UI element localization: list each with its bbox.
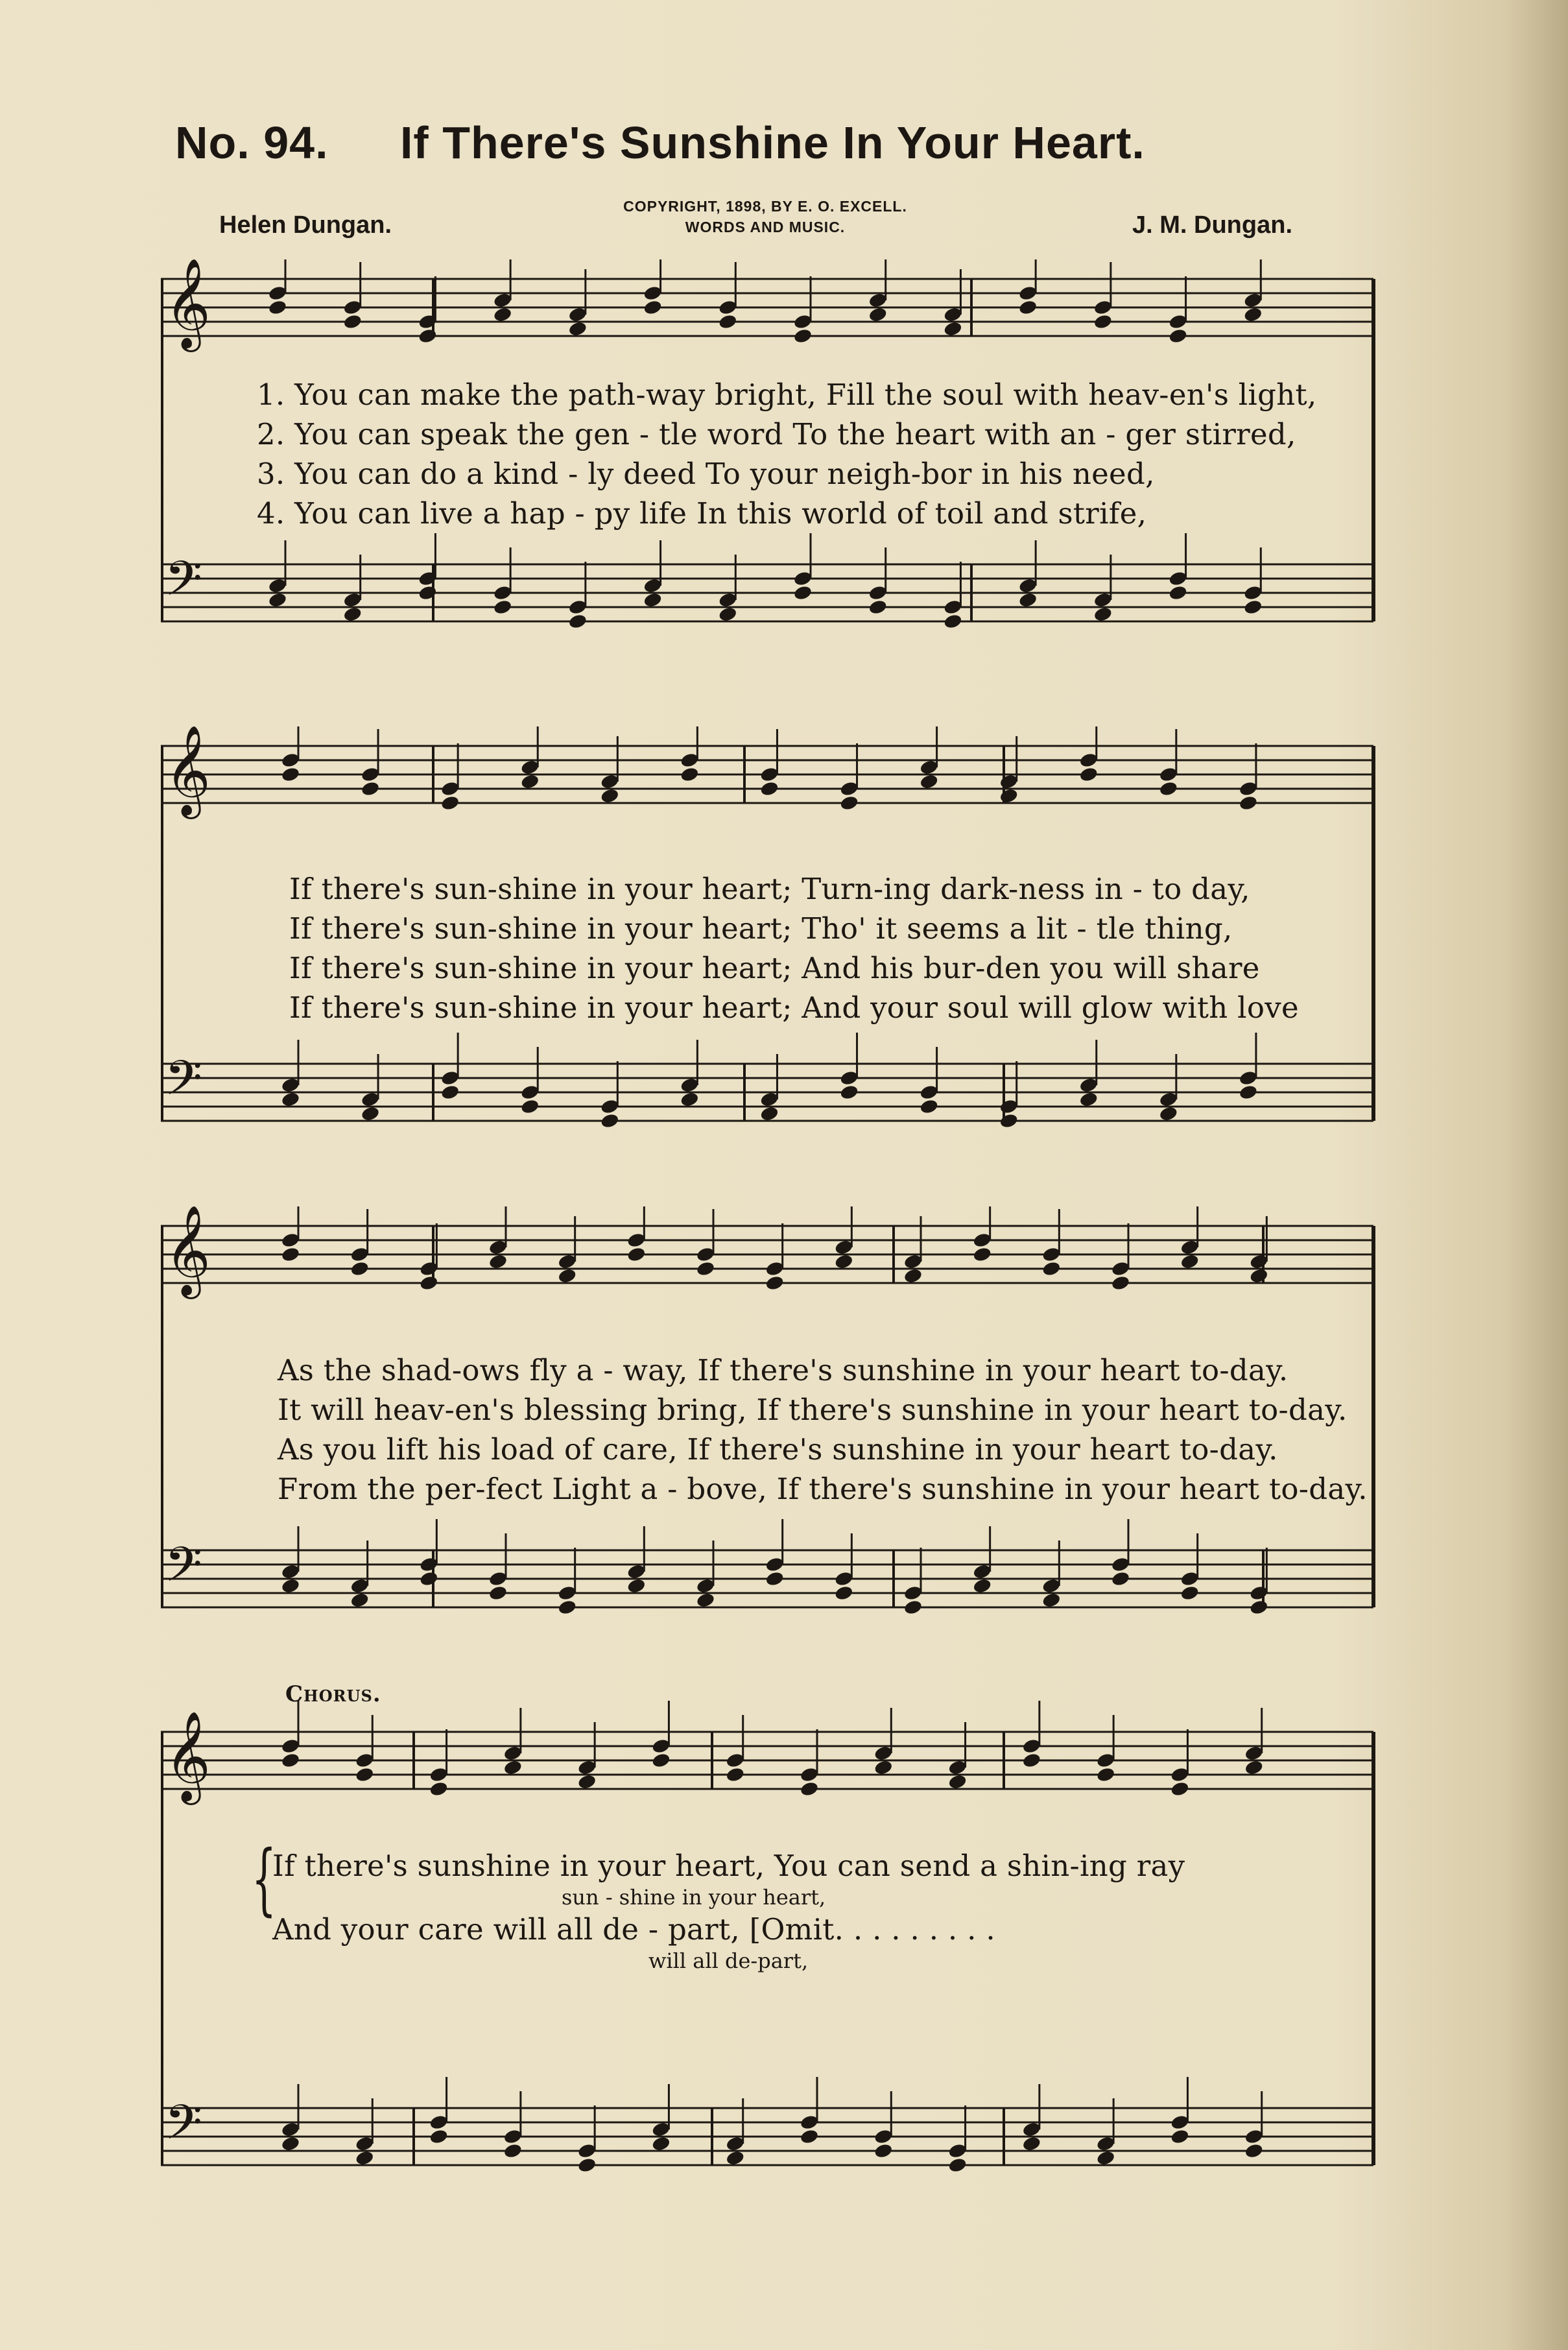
note-head — [1159, 780, 1179, 797]
note-head — [651, 1752, 671, 1769]
music-system-chorus — [161, 1699, 1380, 2296]
note-head — [947, 1773, 968, 1790]
note-head — [643, 299, 663, 316]
note-head — [1180, 1253, 1200, 1270]
note-head — [1249, 1267, 1269, 1284]
note-head — [1041, 1592, 1062, 1609]
note-head — [1170, 2128, 1190, 2145]
note-head — [834, 1585, 854, 1601]
lyric-verse-1: If there's sun-shine in your heart; Turn-ing dark-ness in - to day, — [289, 872, 1250, 906]
note-head — [1018, 592, 1038, 608]
note-head — [1243, 306, 1263, 323]
note-head — [680, 766, 700, 783]
note-head — [725, 1766, 745, 1783]
lyricist-credit: Helen Dungan. — [219, 211, 392, 239]
note-head — [919, 1098, 939, 1115]
note-head — [1244, 1759, 1264, 1776]
note-head — [1041, 1260, 1062, 1277]
note-head — [281, 766, 301, 783]
note-head — [873, 2142, 894, 2159]
note-head — [626, 1246, 647, 1263]
note-head — [268, 592, 288, 608]
note-head — [718, 606, 738, 623]
note-head — [1018, 299, 1038, 316]
note-head — [488, 1253, 508, 1270]
lyric-verse-3: 3. You can do a kind - ly deed To your neigh-bor in his need, — [257, 457, 1155, 491]
chorus-lyric-1: If there's sunshine in your heart, You can send a shin-ing ray — [272, 1849, 1185, 1883]
note-head — [943, 613, 963, 630]
note-head — [568, 320, 588, 337]
note-head — [834, 1253, 854, 1270]
note-head — [440, 795, 460, 811]
note-head — [999, 1112, 1019, 1129]
copyright-line: COPYRIGHT, 1898, BY E. O. EXCELL. — [623, 198, 907, 215]
lyric-verse-3: If there's sun-shine in your heart; And his bur-den you will share — [289, 951, 1260, 985]
note-head — [600, 1112, 620, 1129]
note-head — [725, 2150, 745, 2166]
note-head — [972, 1577, 992, 1594]
note-head — [839, 795, 859, 811]
note-head — [1168, 328, 1188, 344]
note-head — [1078, 766, 1099, 783]
chorus-echo-2: will all de-part, — [648, 1948, 809, 1973]
note-head — [873, 1759, 894, 1776]
chorus-lyric-2: And your care will all de - part, [Omit. . . . . . . . . — [272, 1912, 995, 1947]
note-head — [1168, 584, 1188, 601]
staff-notation-chorus — [161, 1699, 1380, 2296]
treble-clef-icon: 𝄞 — [165, 1206, 211, 1295]
note-head — [1249, 1599, 1269, 1616]
note-head — [361, 1105, 381, 1122]
treble-clef-icon: 𝄞 — [165, 1711, 211, 1801]
note-head — [281, 1091, 301, 1108]
note-head — [361, 780, 381, 797]
note-head — [1111, 1570, 1131, 1587]
note-head — [577, 1773, 597, 1790]
note-head — [503, 1759, 523, 1776]
hymn-number: No. 94. — [175, 117, 329, 168]
chorus-echo-1: sun - shine in your heart, — [562, 1885, 826, 1910]
composer-credit: J. M. Dungan. — [1132, 211, 1292, 239]
note-head — [355, 1766, 375, 1783]
note-head — [488, 1585, 508, 1601]
note-head — [568, 613, 588, 630]
note-head — [1022, 1752, 1042, 1769]
note-head — [696, 1260, 716, 1277]
lyric-verse-2: 2. You can speak the gen - tle word To the heart with an - ger stirred, — [257, 417, 1296, 451]
note-head — [557, 1267, 577, 1284]
note-head — [350, 1592, 370, 1609]
note-head — [793, 328, 813, 344]
note-head — [868, 306, 888, 323]
treble-clef-icon: 𝄞 — [165, 259, 211, 348]
note-head — [903, 1267, 923, 1284]
bass-clef-icon: 𝄢 — [165, 1537, 202, 1605]
note-head — [268, 299, 288, 316]
bass-clef-icon: 𝄢 — [165, 551, 202, 619]
note-head — [1239, 1084, 1259, 1101]
note-head — [1243, 599, 1263, 616]
lyric-verse-1: 1. You can make the path-way bright, Fill the soul with heav-en's light, — [257, 378, 1317, 412]
note-head — [651, 2135, 671, 2152]
note-head — [1244, 2142, 1264, 2159]
note-head — [800, 1780, 820, 1797]
bass-clef-icon: 𝄢 — [165, 2094, 202, 2163]
note-head — [418, 328, 438, 344]
note-head — [1022, 2135, 1042, 2152]
note-head — [1093, 606, 1113, 623]
note-head — [600, 787, 620, 804]
note-head — [419, 1275, 439, 1291]
lyric-verse-4: If there's sun-shine in your heart; And your soul will glow with love — [289, 990, 1299, 1025]
note-head — [342, 606, 362, 623]
note-head — [418, 584, 438, 601]
note-head — [281, 1577, 301, 1594]
note-head — [1096, 1766, 1116, 1783]
note-head — [919, 773, 939, 790]
note-head — [1159, 1105, 1179, 1122]
lyric-verse-4: From the per-fect Light a - bove, If there's sunshine in your heart to-day. — [278, 1472, 1368, 1506]
chorus-brace: { — [252, 1834, 277, 1924]
note-head — [1170, 1780, 1190, 1797]
lyric-verse-1: As the shad-ows fly a - way, If there's sunshine in your heart to-day. — [278, 1353, 1289, 1387]
note-head — [493, 306, 513, 323]
note-head — [1239, 795, 1259, 811]
note-head — [355, 2150, 375, 2166]
bass-clef-icon: 𝄢 — [165, 1050, 202, 1118]
note-head — [520, 773, 540, 790]
note-head — [759, 780, 779, 797]
chorus-label: Chorus. — [285, 1681, 381, 1707]
hymn-title: If There's Sunshine In Your Heart. — [399, 117, 1145, 168]
note-head — [680, 1091, 700, 1108]
hymn-heading — [175, 117, 1407, 169]
note-head — [281, 2135, 301, 2152]
copyright-notice — [584, 196, 947, 237]
treble-clef-icon: 𝄞 — [165, 726, 211, 815]
note-head — [943, 320, 963, 337]
note-head — [765, 1275, 785, 1291]
note-head — [626, 1577, 647, 1594]
lyric-verse-4: 4. You can live a hap - py life In this world of toil and strife, — [257, 496, 1147, 531]
note-head — [429, 1780, 449, 1797]
note-head — [1111, 1275, 1131, 1291]
note-head — [342, 313, 362, 330]
note-head — [793, 584, 813, 601]
note-head — [493, 599, 513, 616]
note-head — [503, 2142, 523, 2159]
note-head — [718, 313, 738, 330]
note-head — [520, 1098, 540, 1115]
note-head — [800, 2128, 820, 2145]
note-head — [557, 1599, 577, 1616]
note-head — [643, 592, 663, 608]
note-head — [696, 1592, 716, 1609]
lyric-verse-3: As you lift his load of care, If there's sunshine in your heart to-day. — [278, 1432, 1278, 1467]
note-head — [903, 1599, 923, 1616]
note-head — [440, 1084, 460, 1101]
note-head — [429, 2128, 449, 2145]
note-head — [868, 599, 888, 616]
note-head — [765, 1570, 785, 1587]
note-head — [577, 2157, 597, 2174]
note-head — [1096, 2150, 1116, 2166]
note-head — [947, 2157, 968, 2174]
note-head — [281, 1752, 301, 1769]
note-head — [972, 1246, 992, 1263]
note-head — [281, 1246, 301, 1263]
note-head — [1180, 1585, 1200, 1601]
copyright-subline: WORDS AND MUSIC. — [685, 219, 846, 235]
note-head — [839, 1084, 859, 1101]
lyric-verse-2: It will heav-en's blessing bring, If there's sunshine in your heart to-day. — [278, 1393, 1348, 1427]
note-head — [999, 787, 1019, 804]
lyric-verse-2: If there's sun-shine in your heart; Tho' it seems a lit - tle thing, — [289, 911, 1233, 946]
note-head — [759, 1105, 779, 1122]
note-head — [419, 1570, 439, 1587]
note-head — [1078, 1091, 1099, 1108]
note-head — [350, 1260, 370, 1277]
note-head — [1093, 313, 1113, 330]
